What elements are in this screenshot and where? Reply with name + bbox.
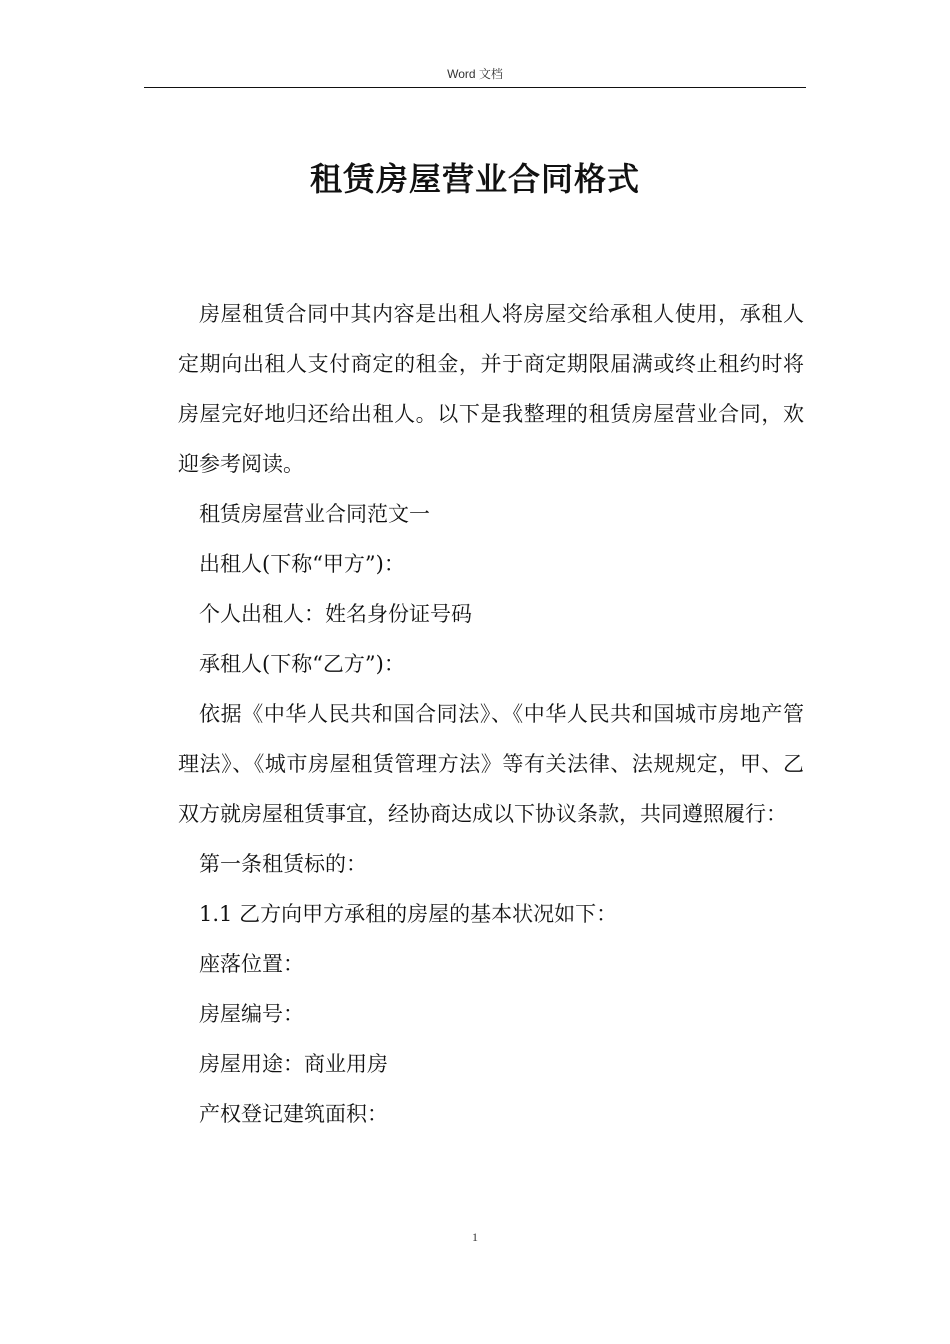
paragraph-lessor: 出租人(下称“甲方”)： <box>199 552 405 576</box>
paragraph-sample-heading: 租赁房屋营业合同范文一 <box>199 502 430 526</box>
paragraph-house-use: 房屋用途：商业用房 <box>199 1052 388 1076</box>
paragraph-article-one: 第一条租赁标的： <box>199 852 367 876</box>
paragraph-registered-area: 产权登记建筑面积： <box>199 1102 388 1126</box>
paragraph-intro: 房屋租赁合同中其内容是出租人将房屋交给承租人使用，承租人定期向出租人支付商定的租金，并于商定期限届满或终止租约时将房屋完好地归还给出租人。以下是我整理的租赁房屋营业合同，欢迎参考阅读。 <box>178 302 804 476</box>
document-body <box>178 289 804 1139</box>
page-header: Word 文档 <box>447 67 503 81</box>
paragraph-clause-1-1: 1.1 乙方向甲方承租的房屋的基本状况如下： <box>199 902 618 926</box>
paragraph-location: 座落位置： <box>199 952 304 976</box>
paragraph-house-number: 房屋编号： <box>199 1002 304 1026</box>
document-title: 租赁房屋营业合同格式 <box>309 160 640 198</box>
page-number: 1 <box>472 1230 478 1244</box>
header-divider <box>144 87 806 88</box>
paragraph-legal-basis: 依据《中华人民共和国合同法》、《中华人民共和国城市房地产管理法》、《城市房屋租赁管理方法》等有关法律、法规规定，甲、乙双方就房屋租赁事宜，经协商达成以下协议条款，共同遵照履行： <box>178 702 804 826</box>
paragraph-individual-lessor: 个人出租人：姓名身份证号码 <box>199 602 472 626</box>
paragraph-lessee: 承租人(下称“乙方”)： <box>199 652 405 676</box>
